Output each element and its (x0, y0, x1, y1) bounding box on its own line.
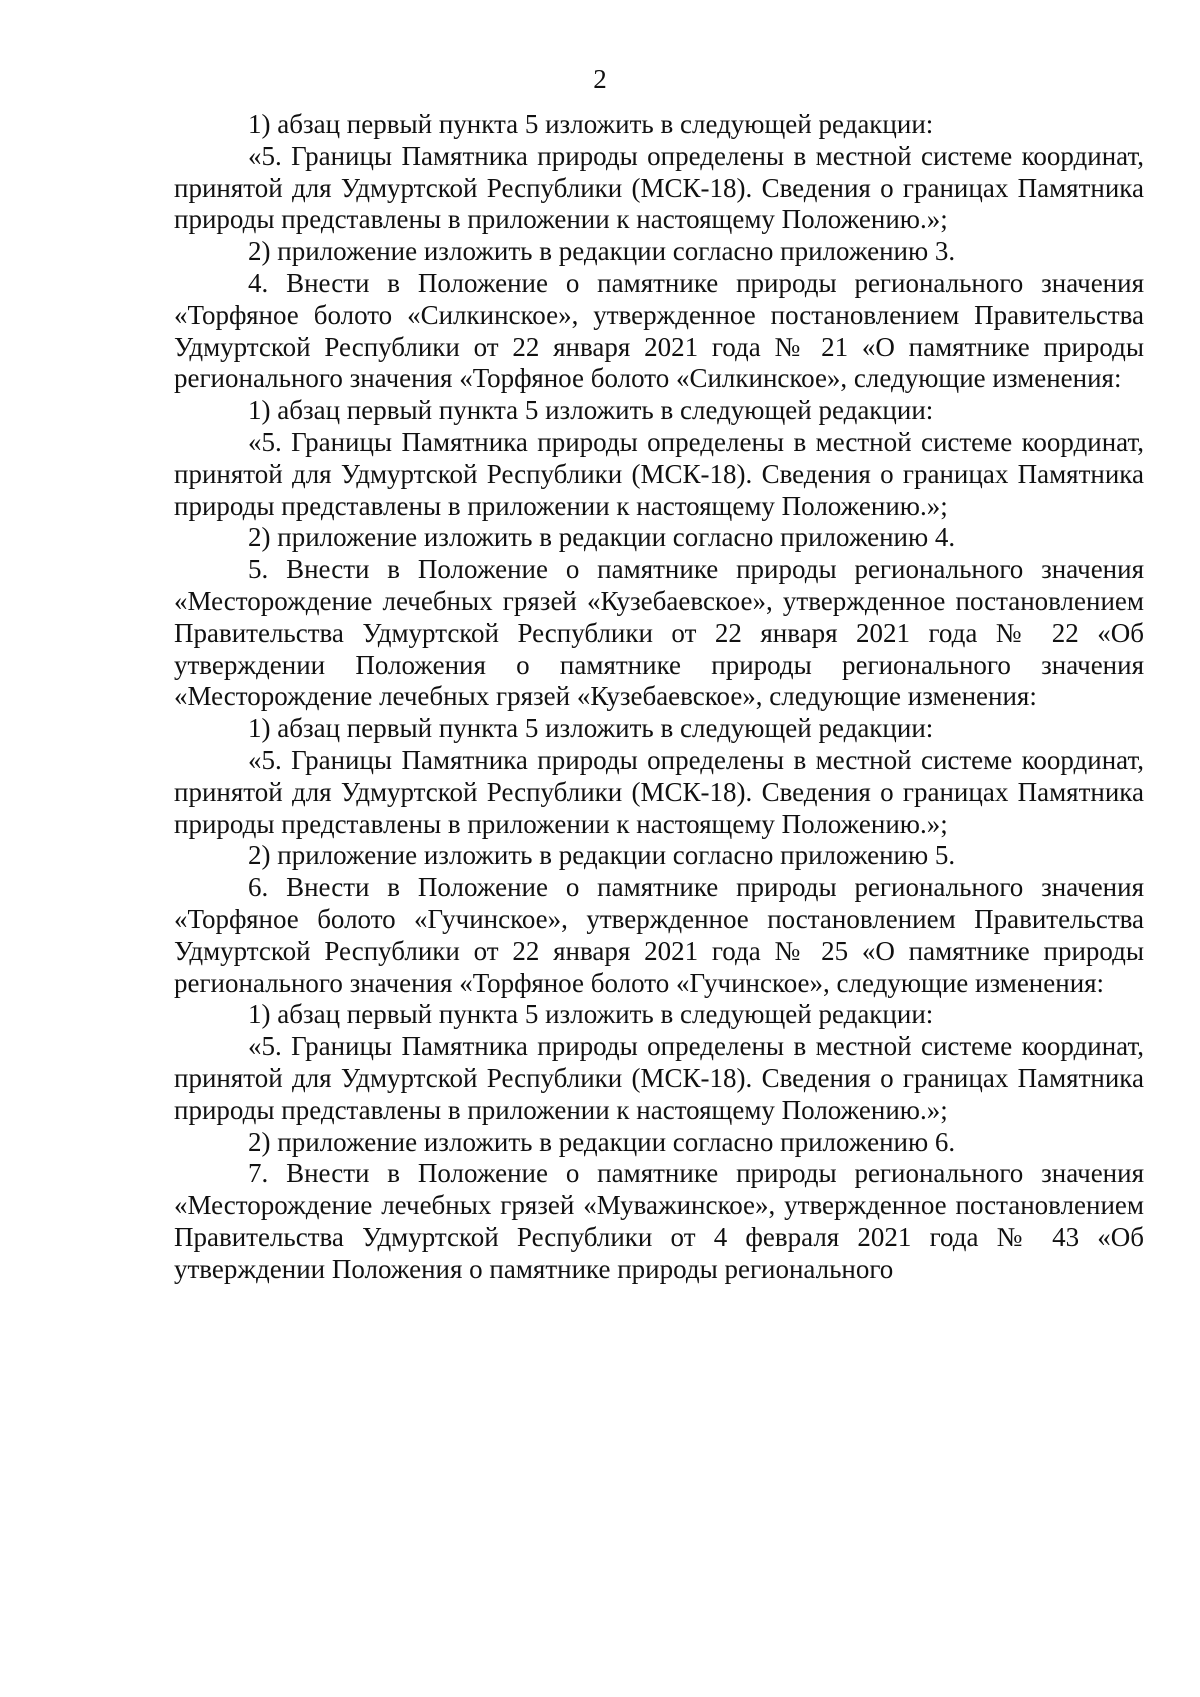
paragraph: 2) приложение изложить в редакции согласно приложению 6. (248, 1126, 956, 1157)
page-number: 2 (593, 64, 607, 94)
paragraph: «5. Границы Памятника природы определены в местной системе координат, принятой для Удмуртской Республики (МСК-18). Сведения о границах Памятника природы представлены в приложении к настоящему Положению.»; (174, 1031, 1144, 1125)
paragraph: 5. Внести в Положение о памятнике природы регионального значения «Месторождение лечебных грязей «Кузебаевское», утвержденное постановлением Правительства Удмуртской Республики от 22 января 2021 года № 22 «Об утверждении Положения о памятнике природы регионального значения «Месторождение лечебных грязей «Кузебаевское», следующие изменения: (174, 554, 1144, 712)
document-body (174, 109, 1144, 1285)
paragraph: «5. Границы Памятника природы определены в местной системе координат, принятой для Удмуртской Республики (МСК-18). Сведения о границах Памятника природы представлены в приложении к настоящему Положению.»; (174, 426, 1144, 521)
paragraph: 1) абзац первый пункта 5 изложить в следующей редакции: (248, 109, 934, 139)
paragraph: 1) абзац первый пункта 5 изложить в следующей редакции: (248, 713, 934, 744)
paragraph: «5. Границы Памятника природы определены в местной системе координат, принятой для Удмуртской Республики (МСК-18). Сведения о границах Памятника природы представлены в приложении к настоящему Положению.»; (174, 140, 1144, 235)
paragraph: «5. Границы Памятника природы определены в местной системе координат, принятой для Удмуртской Республики (МСК-18). Сведения о границах Памятника природы представлены в приложении к настоящему Положению.»; (174, 744, 1144, 839)
paragraph: 2) приложение изложить в редакции согласно приложению 3. (248, 236, 956, 267)
paragraph: 4. Внести в Положение о памятнике природы регионального значения «Торфяное болото «Силкинское», утвержденное постановлением Правительства Удмуртской Республики от 22 января 2021 года № 21 «О памятнике природы регионального значения «Торфяное болото «Силкинское», следующие изменения: (174, 267, 1144, 394)
paragraph: 1) абзац первый пункта 5 изложить в следующей редакции: (248, 395, 934, 426)
paragraph: 1) абзац первый пункта 5 изложить в следующей редакции: (248, 999, 934, 1030)
paragraph: 6. Внести в Положение о памятнике природы регионального значения «Торфяное болото «Гучинское», утвержденное постановлением Правительства Удмуртской Республики от 22 января 2021 года № 25 «О памятнике природы регионального значения «Торфяное болото «Гучинское», следующие изменения: (174, 872, 1144, 998)
paragraph: 7. Внести в Положение о памятнике природы регионального значения «Месторождение лечебных грязей «Муважинское», утвержденное постановлением Правительства Удмуртской Республики от 4 февраля 2021 года № 43 «Об утверждении Положения о памятнике природы регионального (174, 1158, 1144, 1284)
paragraph: 2) приложение изложить в редакции согласно приложению 5. (248, 840, 956, 871)
paragraph: 2) приложение изложить в редакции согласно приложению 4. (248, 522, 956, 553)
